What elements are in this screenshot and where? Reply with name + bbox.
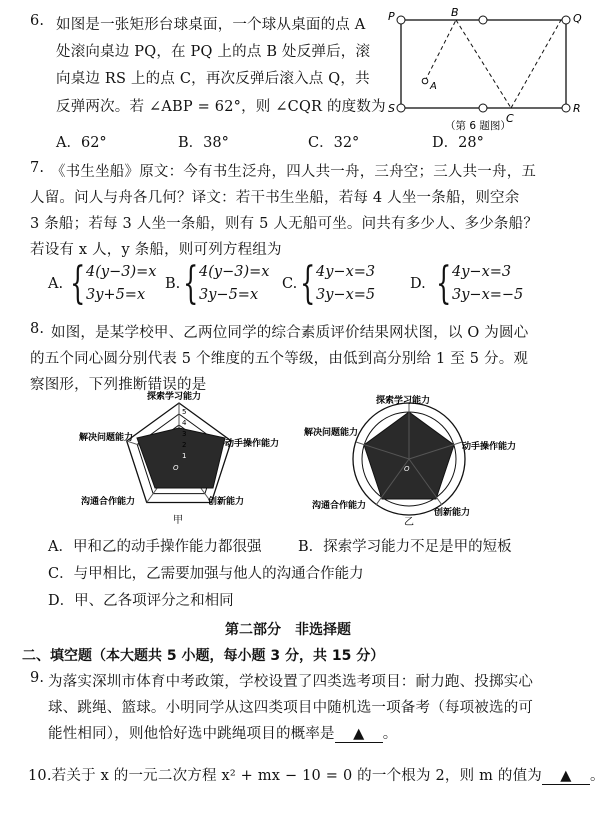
q6-line-3: 向桌边 RS 上的点 C，再次反弹后滚入点 Q，共 (56, 71, 370, 87)
yi-caption: 乙 (404, 517, 414, 528)
q7-number: 7. (30, 160, 45, 176)
q6-line-1: 如图是一张矩形台球桌面，一个球从桌面的点 A (56, 17, 366, 33)
q8-line-3: 察图形，下列推断错误的是 (30, 377, 207, 393)
jia-axis-label-innovate: 创新能力 (208, 497, 245, 507)
q9-line-3 (48, 722, 397, 743)
q8-option-a: A．甲和乙的动手操作能力都很强 (48, 539, 262, 555)
q8-option-c: C．与甲相比，乙需要加强与他人的沟通合作能力 (48, 566, 364, 582)
label-q: Q (573, 12, 582, 25)
pocket-r (562, 104, 570, 112)
radar-chart-jia (79, 390, 315, 530)
jia-tick-1: 1 (182, 452, 187, 460)
q7-line-1: 《书生坐船》原文：今有书生泛舟，四人共一舟，三舟空；三人共一舟，五 (51, 164, 537, 180)
yi-axis-label-handson: 动手操作能力 (462, 442, 517, 452)
q7-line-4: 若设有 x 人，y 条船，则可列方程组为 (30, 242, 282, 258)
q6-option-c: C．32° (308, 135, 360, 151)
jia-tick-2: 2 (182, 441, 187, 449)
q10-end: 。 (589, 768, 605, 784)
q10-line (28, 764, 605, 785)
label-c: C (506, 112, 514, 125)
yi-axis-label-innovate: 创新能力 (434, 508, 471, 518)
pocket-bottom-mid (479, 104, 487, 112)
q8-option-b: B．探索学习能力不足是甲的短板 (298, 539, 512, 555)
q10-answer-blank[interactable]: ▲ (542, 768, 590, 785)
label-s: S (388, 102, 395, 115)
q7-option-a: A. { 4(y−3)=x 3y+5=x (48, 258, 157, 309)
q8-line-1: 如图，是某学校甲、乙两位同学的综合素质评价结果网状图，以 O 为圆心 (51, 325, 529, 341)
q6-option-b: B．38° (178, 135, 229, 151)
yi-axis-label-explore: 探索学习能力 (376, 396, 431, 406)
ball-a (422, 78, 428, 84)
q8-line-2: 的五个同心圆分别代表 5 个维度的五个等级，由低到高分别给 1 至 5 分。观 (30, 351, 529, 367)
q7-option-b: B. { 4(y−3)=x 3y−5=x (165, 258, 270, 309)
q9-end: 。 (382, 726, 398, 742)
jia-axis-label-handson: 动手操作能力 (225, 439, 280, 449)
q7-line-2: 人留。问人与舟各几何？译文：若干书生坐船，若每 4 人坐一条船，则空余 (30, 190, 520, 206)
q9-line-2: 球、跳绳、篮球。小明同学从这四类项目中随机选一项备考（每项被选的可 (48, 700, 534, 716)
path-b-c (456, 20, 511, 108)
q6-line-4: 反弹两次。若 ∠ABP = 62°，则 ∠CQR 的度数为 (56, 99, 386, 115)
label-b: B (451, 6, 459, 19)
q10-number: 10. (28, 768, 52, 784)
jia-axis-label-explore: 探索学习能力 (147, 392, 202, 402)
yi-axis-label-communicate: 沟通合作能力 (312, 501, 367, 511)
q9-number: 9. (30, 670, 45, 686)
yi-center: O (404, 465, 410, 473)
jia-tick-4: 4 (182, 419, 187, 427)
q9-line-3-text: 能性相同），则他恰好选中跳绳项目的概率是 (48, 726, 335, 742)
q6-option-d: D．28° (432, 135, 484, 151)
q8-option-d: D．甲、乙各项评分之和相同 (48, 593, 234, 609)
jia-tick-3: 3 (182, 430, 187, 438)
jia-axis-label-communicate: 沟通合作能力 (81, 497, 136, 507)
q6-caption: （第 6 题图） (445, 120, 511, 132)
yi-axis-label-solve: 解决问题能力 (304, 428, 359, 438)
q6-line-2: 处滚向桌边 PQ，在 PQ 上的点 B 处反弹后，滚 (56, 44, 371, 60)
label-a: A (430, 81, 437, 92)
q6-number: 6. (30, 13, 45, 29)
pocket-q (562, 16, 570, 24)
jia-center: O (173, 464, 179, 472)
q7-option-d: D. { 4y−x=3 3y−x=−5 (410, 258, 524, 309)
pocket-top-mid (479, 16, 487, 24)
label-r: R (573, 102, 581, 115)
pocket-p (397, 16, 405, 24)
q6-figure (385, 5, 590, 135)
q7-option-c: C. { 4y−x=3 3y−x=5 (282, 258, 376, 309)
jia-tick-5: 5 (182, 408, 187, 416)
jia-axis-label-solve: 解决问题能力 (79, 433, 134, 443)
q10-text: 若关于 x 的一元二次方程 x² + mx − 10 = 0 的一个根为 2，则 m 的值为 (51, 768, 542, 784)
q7-line-3: 3 条船；若每 3 人坐一条船，则有 5 人无船可坐。问共有多少人、多少条船？ (30, 216, 539, 232)
path-a-b (425, 20, 456, 81)
q8-number: 8. (30, 321, 45, 337)
q9-line-1: 为落实深圳市体育中考政策，学校设置了四类选考项目：耐力跑、投掷实心 (48, 674, 534, 690)
part2-title: 第二部分 非选择题 (225, 622, 351, 638)
jia-score-area (137, 428, 225, 488)
radar-chart-yi (304, 395, 532, 530)
path-c-q (511, 20, 561, 108)
q6-option-a: A．62° (56, 135, 107, 151)
section-fill-in-title: 二、填空题（本大题共 5 小题，每小题 3 分，共 15 分） (22, 648, 385, 664)
pocket-s (397, 104, 405, 112)
q9-answer-blank[interactable]: ▲ (335, 726, 383, 743)
label-p: P (388, 10, 395, 23)
jia-caption: 甲 (173, 515, 183, 526)
